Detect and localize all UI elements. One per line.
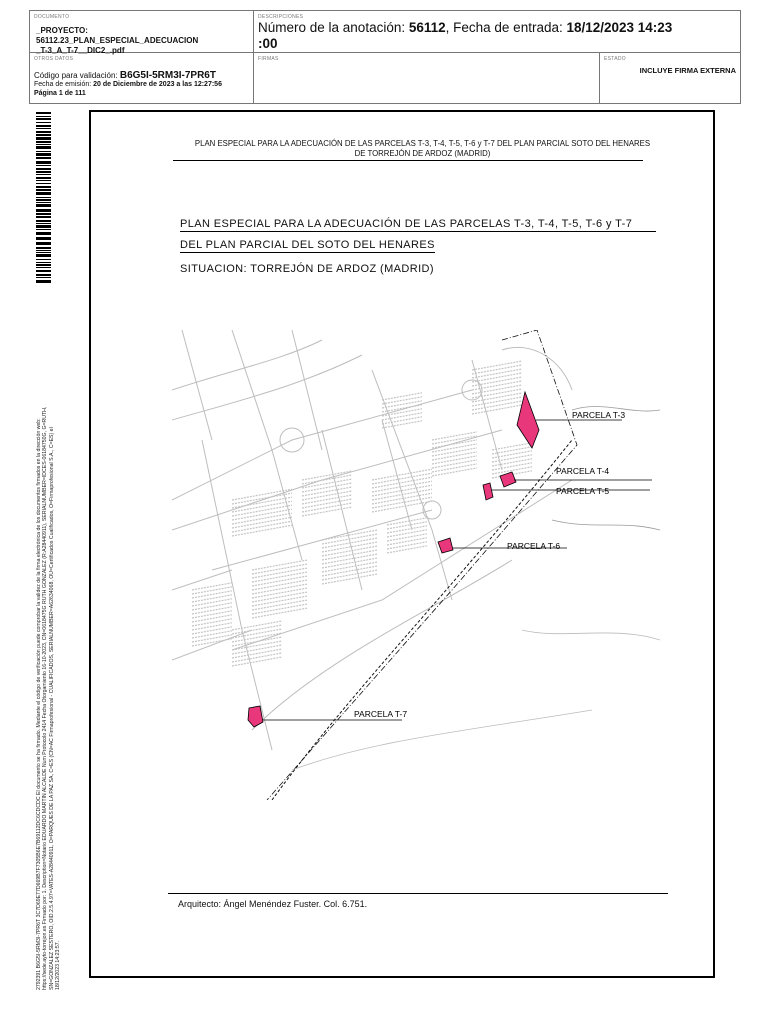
barcode-bar (36, 183, 51, 184)
barcode-bar (36, 174, 51, 175)
label-leaders (263, 420, 652, 720)
desc-prefix: Número de la anotación: (258, 20, 409, 35)
barcode-bar (36, 225, 51, 228)
label-t6: PARCELA T-6 (507, 541, 561, 551)
label-t7: PARCELA T-7 (354, 709, 408, 719)
label-t3: PARCELA T-3 (572, 410, 626, 420)
barcode-bar (36, 264, 51, 266)
barcode-bar (36, 223, 51, 224)
codigo-value: B6G5I-5RM3I-7PR6T (119, 70, 216, 81)
otros-datos-cell (30, 53, 254, 103)
barcode-bar (36, 186, 51, 188)
barcode-bar (36, 146, 51, 149)
estado-cell (600, 53, 740, 103)
river-edge-2 (552, 520, 660, 530)
barcode-bar (36, 171, 51, 173)
barcode-bar (36, 197, 51, 198)
fecha-emision (34, 81, 249, 90)
barcode-bar (36, 112, 51, 114)
descripciones-cell (254, 11, 740, 53)
estado-value: INCLUYE FIRMA EXTERNA (639, 66, 736, 75)
barcode-bar (36, 157, 51, 159)
barcode-bar (36, 229, 51, 230)
emision-value: 20 de Diciembre de 2023 a las 12:27:56 (93, 81, 222, 88)
barcode-bar (36, 137, 51, 140)
plan-boundary (267, 330, 577, 800)
desc-date: 18/12/2023 14:23 (566, 20, 673, 35)
block-0 (232, 489, 292, 536)
descripciones-label: DESCRIPCIONES (258, 14, 304, 20)
side-text-line3: SN=GONZALEZ SESTERO, OID.2.5.4.97=VATES-A28440911, O=PARQUES DE LA PAZ SA, C=ES (CN=AC Firmaprofesional - CUALIFICADOS, SERIALNUMBER=A62634068, OU=Certificados Cualificados, O=Firmaprofesional S.A., C=ES) el (48, 427, 55, 990)
barcode-bar (36, 151, 51, 152)
barcode-bar (36, 213, 51, 215)
desc-date2: :00 (258, 36, 278, 51)
documento-cell (30, 11, 254, 53)
barcode-bar (36, 202, 51, 203)
barcode-bar (36, 180, 51, 181)
barcode-bar (36, 277, 51, 278)
firmas-label: FIRMAS (258, 56, 279, 62)
barcode-bar (36, 220, 51, 222)
signature-side-text (36, 290, 62, 990)
barcode-bar (36, 118, 51, 120)
barcode-bar (36, 274, 51, 276)
documento-value-line1: _PROYECTO: 56112.23_PLAN_ESPECIAL_ADECUACION (36, 26, 199, 45)
barcode-bar (36, 259, 51, 260)
barcode-bar (36, 204, 51, 207)
urban-blocks (192, 361, 532, 666)
parcel-t6 (438, 538, 453, 553)
block-11 (382, 393, 422, 428)
main-title-rule2 (180, 252, 435, 253)
barcode-bar (36, 252, 51, 253)
barcode (36, 112, 51, 282)
barcode-bar (36, 262, 51, 263)
documento-value (34, 26, 249, 56)
firmas-cell (254, 53, 600, 103)
otros-label: OTROS DATOS (34, 56, 74, 62)
barcode-bar (36, 128, 51, 129)
barcode-bar (36, 199, 51, 201)
estado-label: ESTADO (604, 56, 626, 62)
block-6 (192, 583, 232, 646)
barcode-bar (36, 141, 51, 143)
barcode-bar (36, 144, 51, 145)
barcode-bar (36, 280, 51, 283)
barcode-bar (36, 270, 51, 272)
barcode-bar (36, 242, 51, 245)
barcode-bar (36, 134, 51, 136)
barcode-bar (36, 209, 51, 212)
street-network (172, 330, 572, 750)
block-1 (302, 471, 352, 516)
barcode-bar (36, 125, 51, 127)
barcode-bar (36, 153, 51, 156)
emision-prefix: Fecha de emisión: (34, 81, 94, 88)
barcode-bar (36, 237, 51, 240)
main-title-rule1 (180, 231, 656, 232)
barcode-bar (36, 192, 51, 195)
desc-number: 56112 (408, 20, 446, 35)
barcode-bar (36, 232, 51, 235)
barcode-bar (36, 177, 51, 179)
barcode-bar (36, 116, 51, 117)
barcode-bar (36, 267, 51, 268)
barcode-bar (36, 161, 51, 164)
top-title-rule (173, 160, 643, 161)
barcode-bar (36, 122, 51, 123)
side-text-line2: https://sede.ayto-torrejon.es Firmado por: 1. Description=Notario EDUARDO MARTIN ALCALDE Num Protocolo 2414 Fecha Otorgamiento 16-10-2023, CN=0618475G RUTH GONZALEZ (R:A28440911), SERIALNUMBER=IDCES-06184750G, G=RUTH, (42, 406, 49, 990)
river-edge-3 (522, 630, 660, 640)
top-title-line1: PLAN ESPECIAL PARA LA ADECUACIÓN DE LAS PARCELAS T-3, T-4, T-5, T-6 y T-7 DEL PLAN PARCIAL SOTO DEL HENARES (194, 139, 651, 148)
block-10 (232, 621, 282, 666)
footer-rule (168, 893, 668, 894)
main-title-line1: PLAN ESPECIAL PARA LA ADECUACIÓN DE LAS PARCELAS T-3, T-4, T-5, T-6 y T-7 (180, 218, 633, 230)
anotacion-text (258, 20, 736, 52)
label-t4: PARCELA T-4 (556, 466, 610, 476)
parcel-t5 (483, 483, 493, 500)
barcode-bar (36, 131, 51, 133)
main-title-line2: DEL PLAN PARCIAL DEL SOTO DEL HENARES (180, 239, 435, 251)
terrain-line (292, 710, 592, 770)
codigo-prefix: Código para validación: (34, 71, 120, 80)
side-text-line4: 18/12/2023 14:23:57. (55, 940, 62, 990)
parcel-labels (354, 410, 625, 719)
architect-credit: Arquitecto: Ángel Menéndez Fuster. Col. 6.751. (178, 899, 368, 909)
top-title-line2: DE TORREJÓN DE ARDOZ (MADRID) (354, 149, 491, 158)
pagina-info: Página 1 de 111 (34, 89, 86, 97)
situacion-title: SITUACION: TORREJÓN DE ARDOZ (MADRID) (180, 263, 434, 275)
barcode-bar (36, 168, 51, 170)
desc-mid: , Fecha de entrada: (445, 20, 567, 35)
side-text-line1: 2792391 B6G5I-5RM3I-7PR6T 3C7D69E77D669B7F7305B6E7B69112DC6CDCDC El documento se ha firmado. Mediante el código de verificación puede comprobar la validez de la firma electrónica de los documentos firmados en la dirección web: (36, 418, 42, 990)
documento-value-line2: _T-3_A_T-7__DIC2_.pdf (36, 46, 125, 55)
document-header (29, 10, 741, 104)
barcode-bar (36, 216, 51, 218)
label-t5: PARCELA T-5 (556, 486, 610, 496)
barcode-bar (36, 254, 51, 257)
railway-line (272, 440, 572, 800)
block-5 (252, 560, 307, 618)
plan-top-title (150, 139, 695, 159)
barcode-bar (36, 165, 51, 166)
situation-map (172, 330, 660, 800)
barcode-bar (36, 189, 51, 191)
codigo-validacion (34, 70, 249, 81)
barcode-bar (36, 247, 51, 249)
block-4 (387, 518, 427, 553)
parcel-t3 (517, 392, 539, 448)
parcel-t7 (248, 706, 263, 727)
barcode-bar (36, 250, 51, 251)
documento-label: DOCUMENTO (34, 14, 70, 20)
